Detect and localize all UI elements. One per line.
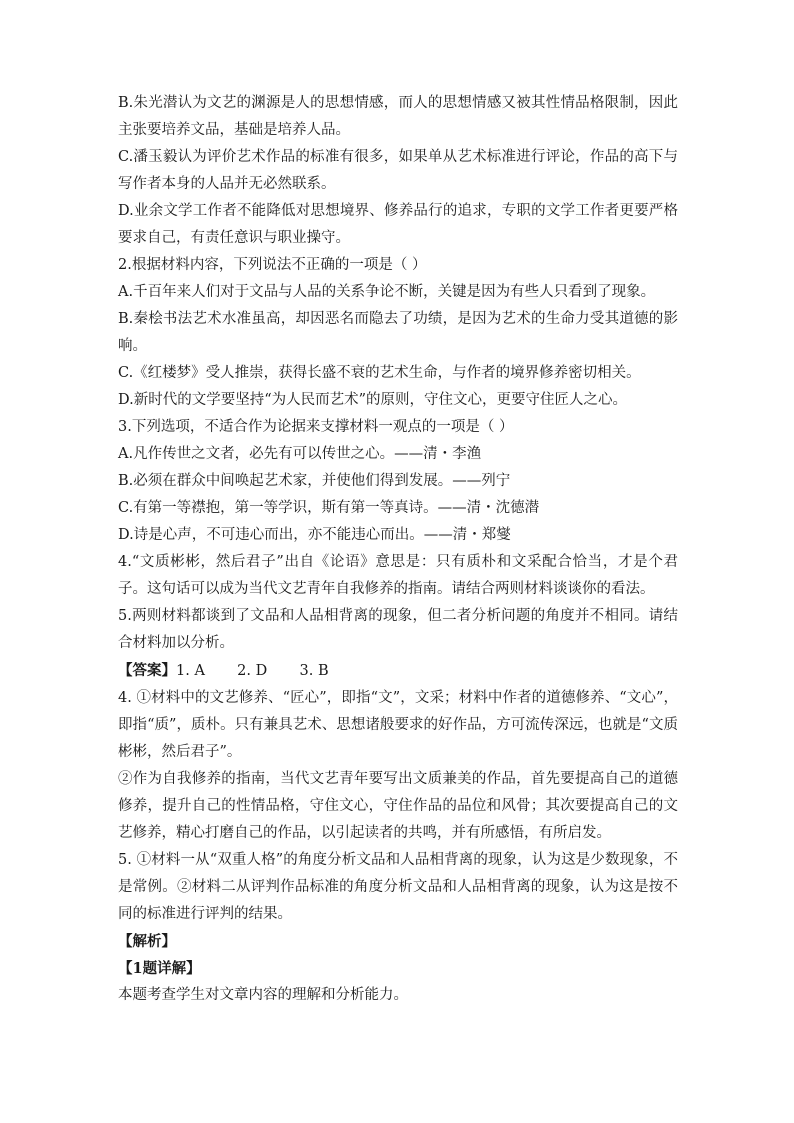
- q3-option-a: A.凡作传世之文者，必先有可以传世之心。——清・李渔: [118, 446, 482, 462]
- document-page: [118, 90, 678, 1009]
- q3-option-d: D.诗是心声，不可违心而出，亦不能违心而出。——清・郑燮: [118, 527, 511, 543]
- answer-label: 【答案】: [118, 662, 176, 679]
- question-5: 5.两则材料都谈到了文品和人品相背离的现象，但二者分析问题的角度并不相同。请结合材料加以分析。: [118, 608, 678, 651]
- answer-text: 1. A 2. D 3. B: [176, 663, 329, 679]
- option-c-paragraph: C.潘玉毅认为评价艺术作品的标准有很多，如果单从艺术标准进行评论，作品的高下与写作者本身的人品并无必然联系。: [118, 149, 678, 192]
- option-d-paragraph: D.业余文学工作者不能降低对思想境界、修养品行的追求，专职的文学工作者更要严格要求自己，有责任意识与职业操守。: [118, 203, 678, 246]
- q2-option-c: C.《红楼梦》受人推崇，获得长盛不衰的艺术生命，与作者的境界修养密切相关。: [118, 365, 641, 381]
- answer-4-part-1: 4. ①材料中的文艺修养、“匠心”，即指“文”，文采；材料中作者的道德修养、“文心”，即指“质”，质朴。只有兼具艺术、思想诸般要求的好作品，方可流传深远，也就是“文质彬彬，然后君子”。: [118, 690, 678, 760]
- q2-option-a: A.千百年来人们对于文品与人品的关系争论不断，关键是因为有些人只看到了现象。: [118, 284, 656, 300]
- analysis-label: 【解析】: [118, 933, 176, 950]
- answer-4-part-2: ②作为自我修养的指南，当代文艺青年要写出文质兼美的作品，首先要提高自己的道德修养，提升自己的性情品格，守住文心，守住作品的品位和风骨；其次要提高自己的文艺修养，精心打磨自己的作品，以引起读者的共鸣，并有所感悟，有所启发。: [118, 771, 678, 841]
- q2-option-d: D.新时代的文学要坚持“为人民而艺术”的原则，守住文心，更要守住匠人之心。: [118, 392, 628, 408]
- detail-label: 【1题详解】: [118, 960, 201, 977]
- answer-line: [118, 657, 678, 685]
- q2-option-b: B.秦桧书法艺术水准虽高，却因恶名而隐去了功绩，是因为艺术的生命力受其道德的影响。: [118, 311, 678, 354]
- question-4: 4.“文质彬彬，然后君子”出自《论语》意思是：只有质朴和文采配合恰当，才是个君子。这句话可以成为当代文艺青年自我修养的指南。请结合两则材料谈谈你的看法。: [118, 554, 678, 597]
- answer-5: 5. ①材料一从“双重人格”的角度分析文品和人品相背离的现象，认为这是少数现象，不是常例。②材料二从评判作品标准的角度分析文品和人品相背离的现象，认为这是按不同的标准进行评判的结果。: [118, 852, 678, 922]
- q3-option-c: C.有第一等襟抱，第一等学识，斯有第一等真诗。——清・沈德潜: [118, 500, 540, 516]
- detail-text: 本题考查学生对文章内容的理解和分析能力。: [118, 987, 408, 1003]
- option-b-paragraph: B.朱光潜认为文艺的渊源是人的思想情感，而人的思想情感又被其性情品格限制，因此主张要培养文品，基础是培养人品。: [118, 95, 678, 138]
- question-2: 2.根据材料内容，下列说法不正确的一项是（ ）: [118, 257, 427, 273]
- q3-option-b: B.必须在群众中间唤起艺术家，并使他们得到发展。——列宁: [118, 473, 511, 489]
- question-3: 3.下列选项，不适合作为论据来支撑材料一观点的一项是（ ）: [118, 419, 514, 435]
